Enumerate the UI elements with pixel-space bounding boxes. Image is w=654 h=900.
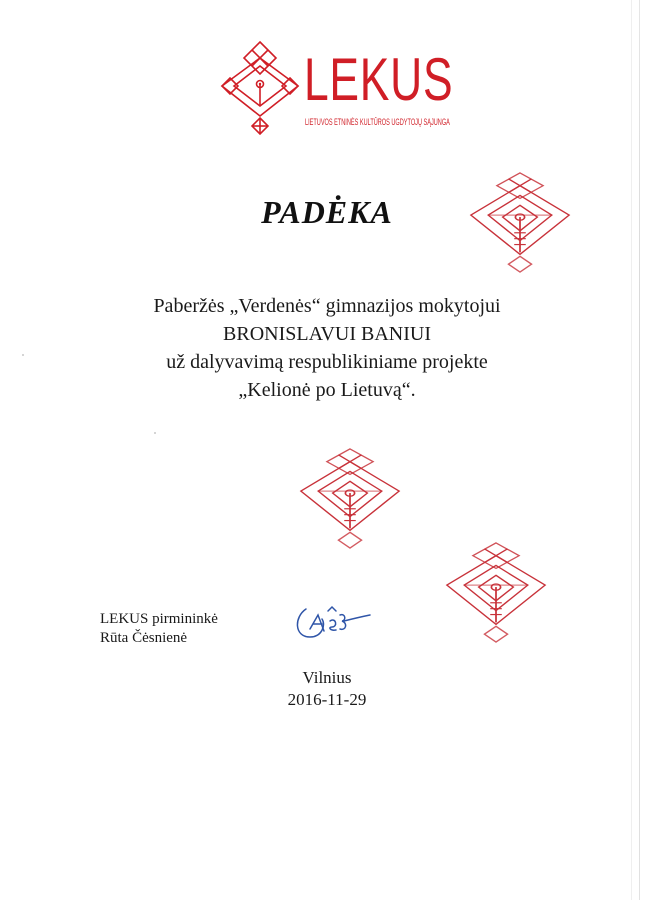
- signer-name: Rūta Čėsnienė: [100, 630, 188, 646]
- body-line-recipient: BRONISLAVUI BANIUI: [223, 323, 431, 345]
- folk-diamond-ornament-icon: [298, 444, 402, 550]
- scan-edge-inner: [631, 0, 632, 900]
- place-city: Vilnius: [302, 668, 352, 687]
- handwritten-signature-icon: [288, 597, 374, 647]
- signer-block: [100, 610, 218, 648]
- signer-role: LEKUS pirmininkė: [100, 611, 218, 627]
- document-body: [0, 292, 654, 404]
- document-date: 2016-11-29: [287, 690, 367, 709]
- scan-speck: [154, 432, 156, 434]
- body-line-project: „Kelionė po Lietuvą“.: [238, 379, 416, 401]
- body-line-reason: už dalyvavimą respublikiniame projekte: [166, 351, 488, 373]
- folk-diamond-ornament-icon: [444, 538, 548, 644]
- document-title: PADĖKA: [261, 194, 393, 230]
- lekus-logo: [218, 40, 454, 135]
- body-line-school: Paberžės „Verdenės“ gimnazijos mokytojui: [153, 295, 501, 317]
- logo-wordmark: LEKUS: [304, 46, 454, 113]
- logo-subtitle: LIETUVOS ETNINĖS KULTŪROS UGDYTOJŲ SĄJUNGA: [305, 117, 450, 127]
- scan-edge: [639, 0, 640, 900]
- folk-diamond-logo-icon: [218, 40, 302, 135]
- place-date-block: [0, 667, 654, 711]
